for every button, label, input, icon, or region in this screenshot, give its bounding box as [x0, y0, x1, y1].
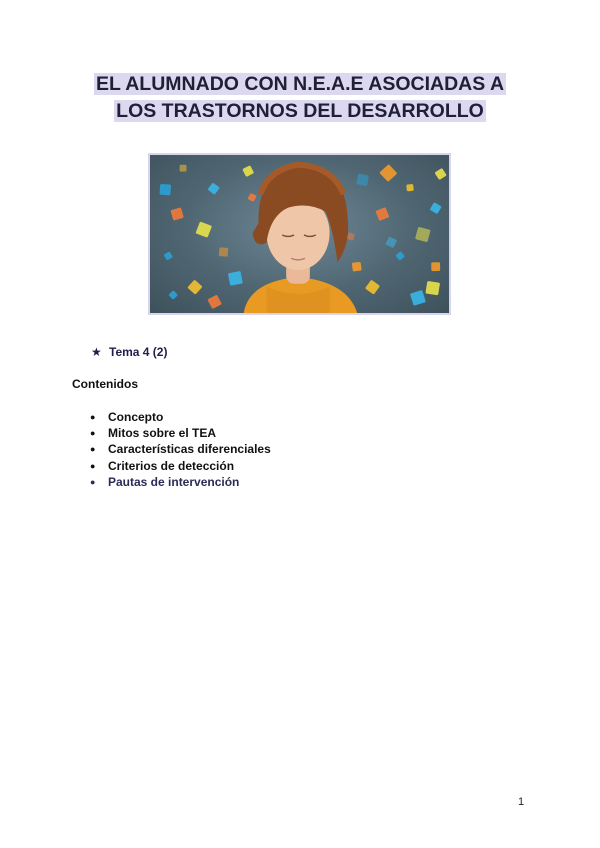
puzzle-piece [410, 290, 426, 306]
document-title [0, 71, 600, 125]
list-item: ● Pautas de intervención [90, 474, 240, 489]
title-line-1: EL ALUMNADO CON N.E.A.E ASOCIADAS A [95, 73, 505, 95]
puzzle-piece [365, 280, 380, 295]
puzzle-piece [434, 168, 446, 180]
puzzle-piece [431, 262, 440, 271]
puzzle-piece [425, 281, 440, 296]
bullet-icon: ● [90, 428, 96, 439]
puzzle-piece [415, 227, 431, 243]
title-line-2: LOS TRASTORNOS DEL DESARROLLO [116, 100, 484, 122]
star-icon: ★ [91, 345, 102, 359]
bullet-icon: ● [90, 412, 96, 422]
bullet-icon: ● [90, 460, 96, 471]
puzzle-piece [160, 184, 172, 195]
puzzle-piece [180, 165, 187, 172]
puzzle-piece [430, 202, 442, 214]
puzzle-piece [219, 247, 229, 257]
bullet-icon: ● [90, 476, 96, 487]
cover-image [148, 153, 451, 315]
puzzle-piece [352, 262, 362, 272]
puzzle-piece [207, 183, 219, 195]
list-item: ● Concepto [90, 410, 164, 424]
puzzle-piece [163, 251, 173, 260]
contents-list [90, 409, 271, 490]
page-number: 1 [518, 796, 525, 808]
puzzle-piece [168, 290, 178, 300]
puzzle-piece [228, 271, 243, 286]
contents-heading: Contenidos [72, 377, 138, 391]
puzzle-piece [242, 165, 254, 177]
puzzle-piece [375, 207, 389, 221]
puzzle-piece [187, 280, 202, 295]
list-item: ● Criterios de detección [90, 458, 235, 473]
puzzle-piece [385, 236, 397, 248]
topic-heading [91, 345, 167, 359]
puzzle-piece [207, 295, 222, 310]
puzzle-piece [356, 174, 369, 186]
puzzle-piece [195, 221, 212, 237]
list-item: ● Mitos sobre el TEA [90, 426, 217, 441]
puzzle-piece [248, 193, 257, 202]
puzzle-piece [395, 251, 405, 261]
puzzle-piece [170, 207, 183, 220]
puzzle-piece [406, 184, 414, 192]
list-item: ● Características diferenciales [90, 442, 271, 457]
topic-label: Tema 4 (2) [109, 345, 168, 359]
puzzle-piece [379, 164, 397, 182]
bullet-icon: ● [90, 444, 96, 455]
